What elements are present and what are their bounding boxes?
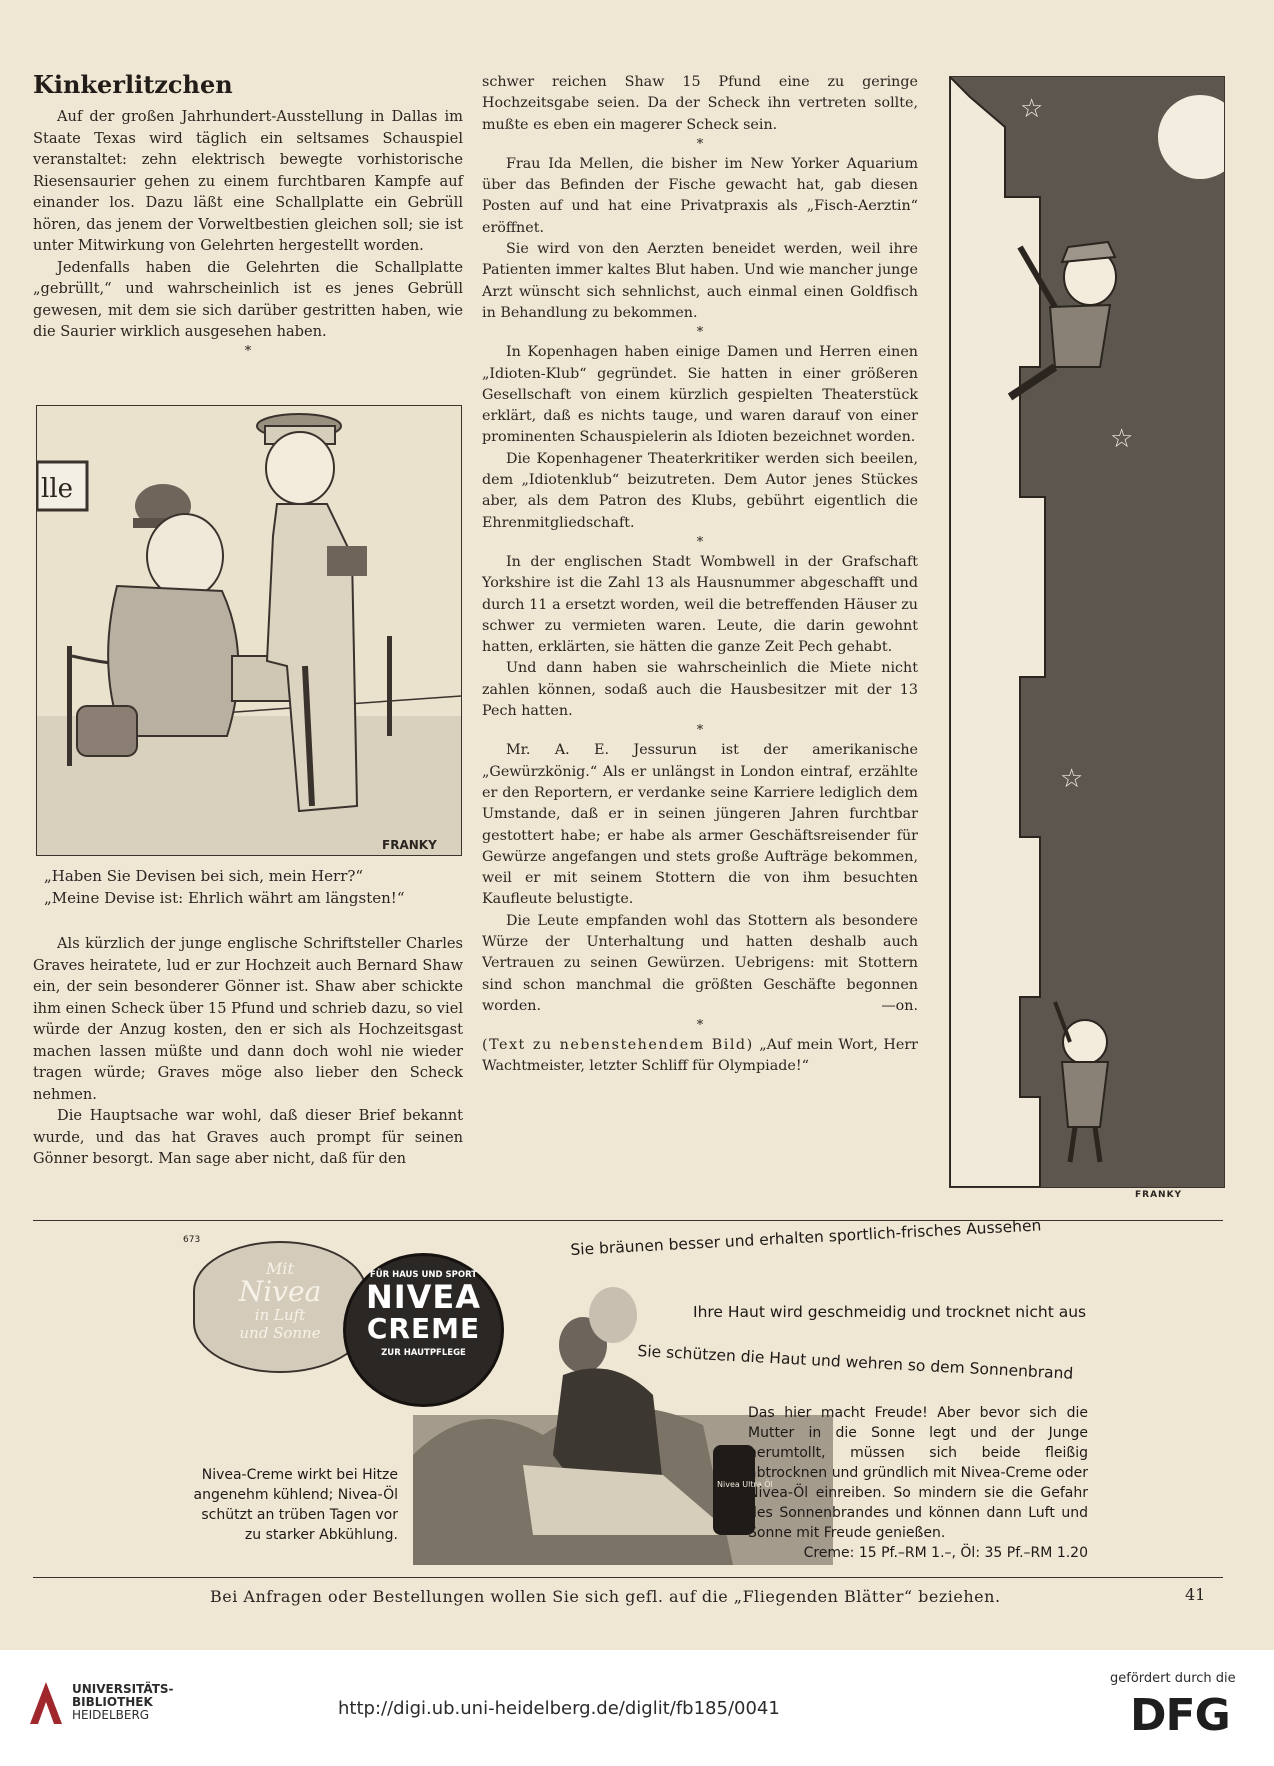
tin-lettering bbox=[195, 1259, 365, 1342]
paragraph: In der englischen Stadt Wombwell in der Grafschaft Yorkshire ist die Zahl 13 als Hausnummer abgeschafft und durch 11 a ersetzt worden, weil die betreffenden Häuser zu schwer zu vermieten waren. Leute, die darin gewohnt hatten, erklärten, sie hätten die ganze Zeit Pech gehabt. bbox=[482, 553, 918, 656]
right-cartoon-signature: FRANKY bbox=[1135, 1190, 1183, 1200]
separator: * bbox=[696, 136, 704, 152]
jar-brand: NIVEA bbox=[365, 1278, 482, 1316]
separator: * bbox=[696, 534, 704, 550]
jar-bottom-text: ZUR HAUTPFLEGE bbox=[381, 1348, 466, 1358]
caption-line-1: „Haben Sie Devisen bei sich, mein Herr?“ bbox=[44, 867, 364, 885]
ad-left-note: Nivea-Creme wirkt bei Hitze angenehm kühlend; Nivea-Öl schützt an trüben Tagen vor zu starker Abkühlung. bbox=[193, 1467, 398, 1543]
nivea-advertisement bbox=[33, 1216, 1223, 1570]
ad-headline-3: Sie schützen die Haut und wehren so dem Sonnenbrand bbox=[637, 1342, 1074, 1383]
column-1-upper bbox=[33, 106, 463, 361]
svg-text:☆: ☆ bbox=[1060, 764, 1084, 794]
paragraph: Frau Ida Mellen, die bisher im New Yorker Aquarium über das Befinden der Fische gewacht hat, gab diesen Posten auf und hat eine Privatpraxis als „Fisch-Aerztin“ eröffnet. bbox=[482, 155, 918, 236]
library-line: HEIDELBERG bbox=[72, 1708, 150, 1722]
paragraph: Die Hauptsache war wohl, daß dieser Brief bekannt wurde, und das hat Graves auch prompt für seinen Gönner besorgt. Man sage aber nicht, daß für den bbox=[33, 1107, 463, 1167]
article-title: Kinkerlitzchen bbox=[33, 70, 233, 99]
jar-brand: CREME bbox=[366, 1312, 481, 1345]
source-url[interactable]: http://digi.ub.uni-heidelberg.de/diglit/fb185/0041 bbox=[338, 1698, 780, 1719]
tin-line: Nivea bbox=[238, 1275, 322, 1308]
paragraph: Jedenfalls haben die Gelehrten die Schallplatte „gebrüllt,“ und wahrscheinlich ist es jenes Gebrüll gewesen, mit dem sie sich darüber gestritten haben, wie die Saurier wirklich ausgesehen haben. bbox=[33, 258, 463, 340]
paragraph: Sie wird von den Aerzten beneidet werden, weil ihre Patienten immer kaltes Blut haben. Und wie mancher junge Arzt wünscht sich sehnlichst, auch einmal einen Goldfisch in Behandlung zu bekommen. bbox=[482, 241, 918, 321]
column-2 bbox=[482, 72, 918, 1078]
tin-line: in Luft bbox=[254, 1306, 306, 1324]
ad-body-text: Das hier macht Freude! Aber bevor sich die Mutter in die Sonne legt und der Junge herumtollt, müssen sich beide fleißig abtrocknen und gründlich mit Nivea-Creme oder Nivea-Öl einreiben. So mindern sie die Gefahr des Sonnenbrandes und können dann Luft und Sonne mit Freude genießen. bbox=[748, 1405, 1088, 1541]
paragraph-text: Die Leute empfanden wohl das Stottern als besondere Würze der Unterhaltung und hatten deshalb auch Vertrauen zu seinen Gewürzen. Uebrigens: mit Stottern sind schon manchmal die größten Geschäfte begonnen worden. bbox=[482, 912, 918, 1014]
caption-line-2: „Meine Devise ist: Ehrlich währt am längsten!“ bbox=[44, 889, 405, 907]
separator: * bbox=[696, 723, 704, 739]
library-logo-icon bbox=[28, 1680, 64, 1726]
library-name bbox=[72, 1683, 174, 1722]
ad-divider bbox=[33, 1220, 1223, 1221]
svg-text:☆: ☆ bbox=[1020, 94, 1044, 124]
dfg-logo: DFG bbox=[1130, 1690, 1230, 1741]
paragraph: schwer reichen Shaw 15 Pfund eine zu geringe Hochzeitsgabe seien. Da der Scheck ihn vertreten sollte, mußte es eben ein magerer Scheck sein. bbox=[482, 74, 918, 133]
separator: * bbox=[696, 1018, 704, 1034]
tower-climber-cartoon bbox=[949, 76, 1225, 1188]
separator: * bbox=[244, 343, 252, 359]
library-line: UNIVERSITÄTS- bbox=[72, 1682, 174, 1696]
separator: * bbox=[696, 325, 704, 341]
tower-climber-drawing bbox=[950, 77, 1224, 1187]
paragraph: Die Kopenhagener Theaterkritiker werden sich beeilen, dem „Idiotenklub“ beizutreten. Dem Autor jenes Stückes aber, als dem Patron des Klubs, gebührt eigentlich die Ehrenmitgliedschaft. bbox=[482, 450, 918, 531]
column-1-lower bbox=[33, 933, 463, 1170]
paragraph bbox=[482, 911, 918, 1017]
paragraph: Als kürzlich der junge englische Schriftsteller Charles Graves heiratete, lud er zur Hochzeit auch Bernard Shaw ein, der sein besonderer Gönner ist. Shaw aber schickte ihm einen Scheck über 15 Pfund und schrieb dazu, so viel würde der Anzug kosten, den er sich als Hochzeitsgast machen lassen müßte und dann doch wohl nie wieder tragen würde; Graves möge also lieber den Scheck nehmen. bbox=[33, 935, 463, 1103]
library-line: BIBLIOTHEK bbox=[72, 1695, 153, 1709]
paragraph: Mr. A. E. Jessurun ist der amerikanische „Gewürzkönig.“ Als er unlängst in London eintraf, erzählte er den Reportern, er verdanke seine Karriere lediglich dem Umstande, daß er in seinen jüngeren Jahren furchtbar gestottert habe; er habe als armer Geschäftsreisender für Gewürze angefangen und stets große Aufträge bekommen, weil er mit seinem Stottern die von ihm besuchten Kaufleute belustigte. bbox=[482, 742, 918, 908]
paragraph: Und dann haben sie wahrscheinlich die Miete nicht zahlen können, sodaß auch die Hausbesitzer mit der 13 Pech hatten. bbox=[482, 660, 918, 720]
tin-line: Mit bbox=[266, 1259, 294, 1278]
viewer-footer bbox=[0, 1650, 1274, 1766]
ad-code: 673 bbox=[183, 1235, 201, 1245]
page-number: 41 bbox=[1185, 1585, 1206, 1604]
cartoon-signature: FRANKY bbox=[382, 838, 437, 852]
cartoon-caption bbox=[44, 865, 404, 909]
footer-rule bbox=[33, 1577, 1223, 1578]
funding-note: gefördert durch die bbox=[1110, 1671, 1236, 1686]
footer-notice: Bei Anfragen oder Bestellungen wollen Sie sich gefl. auf die „Fliegenden Blätter“ beziehen. bbox=[210, 1587, 1001, 1606]
bottle-label: Nivea Ultra Öl bbox=[717, 1480, 773, 1489]
ad-headline-1: Sie bräunen besser und erhalten sportlich-frisches Aussehen bbox=[570, 1216, 1042, 1259]
paragraph bbox=[482, 1035, 918, 1078]
nivea-tin bbox=[193, 1241, 367, 1373]
tin-line: und Sonne bbox=[239, 1324, 321, 1342]
author-signoff: —on. bbox=[881, 997, 918, 1014]
jar-top-text: FÜR HAUS UND SPORT bbox=[369, 1270, 478, 1280]
caption-reference: (Text zu nebenstehendem Bild) bbox=[482, 1037, 754, 1054]
customs-cartoon bbox=[36, 405, 462, 856]
ad-prices: Creme: 15 Pf.–RM 1.–, Öl: 35 Pf.–RM 1.20 bbox=[803, 1545, 1088, 1561]
svg-text:☆: ☆ bbox=[1110, 424, 1134, 454]
paragraph: Auf der großen Jahrhundert-Ausstellung in Dallas im Staate Texas wird täglich ein seltsames Schauspiel veranstaltet: zehn elektrisch bewegte vorhistorische Riesensaurier gehen zu einem furchtbaren Kampfe auf einander los. Dazu läßt eine Schallplatte ein Gebrüll hören, das jenem der Vorweltbestien gleichen soll; sie ist unter Mitwirkung von Gelehrten hergestellt worden. bbox=[33, 108, 463, 254]
ad-body bbox=[748, 1403, 1088, 1563]
cartoon-sign-text: lle bbox=[41, 474, 74, 504]
customs-cartoon-drawing bbox=[37, 406, 461, 855]
ad-headline-2: Ihre Haut wird geschmeidig und trocknet nicht aus bbox=[693, 1303, 1087, 1321]
paragraph-text: „Auf mein Wort, Herr Wachtmeister, letzter Schliff für Olympiade!“ bbox=[482, 1037, 919, 1075]
paragraph: In Kopenhagen haben einige Damen und Herren einen „Idioten-Klub“ gegründet. Sie hatten in einer größeren Gesellschaft von einem kürzlich gespielten Theaterstück erklärt, daß es nichts tauge, und waren darauf von einer prominenten Schauspielerin als Idioten bezeichnet worden. bbox=[482, 344, 918, 446]
